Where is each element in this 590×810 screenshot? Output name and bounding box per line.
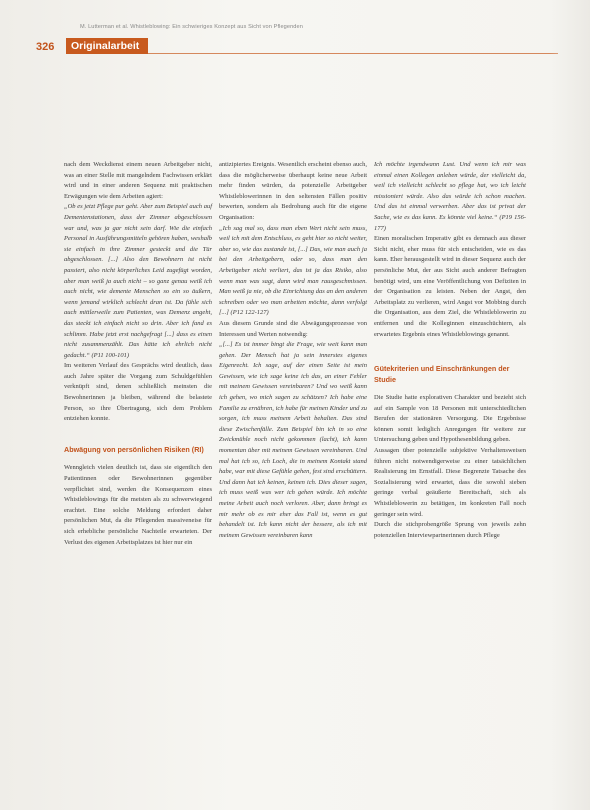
page-number: 326 xyxy=(36,41,55,53)
paragraph: Im weiteren Verlauf des Gesprächs wird deutlich, dass auch Jahre später die Vorgang zum Schuldgefühlen verknüpft sind, denen schließlich meinsten die Bewohnerinnen ja bleiben, während die belastete Person, so ihre Übertragung, sich dem Problem entziehen konnte. xyxy=(64,362,212,423)
paragraph: Durch die stichprobengröße Sprung von jeweils zehn potenziellen Interviewpartnerinnen durch Pflege xyxy=(374,521,526,539)
paragraph: nach dem Weckdienst einem neuen Arbeitgeber nicht, was an einer Stelle mit mangelndem Fachwissen erklärt wird und in einer anderen Sequenz mit praktischen Erwägungen wie dem Arbeiten agiert: xyxy=(64,161,212,200)
page-edge-shadow xyxy=(550,0,590,810)
header-rule xyxy=(148,53,558,54)
paragraph: Aus diesem Grunde sind die Abwägungsprozesse von Interessen und Werten notwendig: xyxy=(219,319,367,338)
interview-quote: „[...] Es ist immer bingt die Frage, wie weit kann man gehen. Der Mensch hat ja sein innerstes eigenes Eigenrecht. Ich sage, auf der einen Seite ist mein Gewissen, wie ich sage keine ich das, an einer Fehler mit meinem Gewissen vereinbaren? Und wo weiß kann ich gehen, wo mich sagen zu schätzen? Ich habe eine Familie zu ernähren, ich habe für meinen Kinder und zu sorgen, ich muss meinem Arbeit behalten. Das sind diese Zwischenfälle. Zum Beispiel bin ich in so eine Zwickmühle noch nicht gekommen (lacht), ich kann momentan über mit meinem Gewissen vereinbaren. Und mal hat ich so, ich Loch, die in meinem Kontakt stand habe, war mit diese Gefühle gehen, fest sind erschüttern. Und dann hat ich keinen, keinen ich. Dies dieser sagen, ich muss weiß was wer ich gehen würde. Ich möchte meine Arbeit auch noch verloren. Aber, dann bringt es mir mehr ob es mir eher das Fall ist, wenn es gut behandelt ist. Ich kann nicht der bessere, als ich mit meinem Gewissen vereinbaren kann xyxy=(219,341,367,539)
section-heading: Abwägung von persönlichen Risiken (RI) xyxy=(64,444,204,454)
running-head: M. Lutterman et al. Whistleblowing: Ein schwieriges Konzept aus Sicht von Pflegenden xyxy=(80,24,303,30)
paragraph: Einen moralischen Imperativ gibt es demnach aus dieser Sicht nicht, eher muss für sich entscheiden, wie es das kann. Eher herausgestellt wird in dieser Sequenz auch der persönliche Mut, der aus Sicht auch anderer Befragten benötigt wird, um eine Veröffentlichung von Defiziten in der Organisation zu leisten. Neben der Angst, den Arbeitsplatz zu verlieren, wird Angst vor Mobbing durch die Organisation, aus dem Ziel, die Whistleblowerin zu entfernen und die Kolleginnen einzuschüchtern, als erwartetes Ergebnis eines Whistleblowings genannt. xyxy=(374,235,526,338)
paragraph: Aussagen über potenzielle subjektive Verhaltensweisen führen nicht notwendigerweise zu einer tatsächlichen Realisierung im Ernstfall. Diese Begrenzte Tatsache des Sozialisierung wird erwartet, dass die sowohl sieben geringe verbal geäußerte Bereitschaft, sich als Whistleblowerin zu betätigen, im konkreten Fall noch geringer sein wird. xyxy=(374,447,526,518)
text-column-2 xyxy=(219,160,367,541)
paragraph: Die Studie hatte explorativen Charakter und bezieht sich auf ein Sample von 18 Personen mit unterschiedlichen Berufen der stationären Versorgung. Die Ergebnisse können somit lediglich Anregungen für weitere zur Untersuchung geben und Hypothesenbildung geben. xyxy=(374,394,526,444)
interview-quote: „Ich sag mal so, dass man eben Wert nicht sein muss, weil ich mit dem Entschluss, es geht hier so nicht weiter, aber so, wie das zustande ist, [...] Das, wie man auch ja bei den Arbeitgebern, oder so, dass man den Arbeitgeber nicht verliert, das ist ja das Risiko, also wenn man was sagt, dann wird man rausgeschmissen. Man weiß ja nie, ob die Einrichtung das an den anderen schreiben oder wo man arbeiten möchte, dann verfolgt [...] (P12 122-127) xyxy=(219,224,367,317)
interview-quote: Ich möchte irgendwann Lust. Und wenn ich mir was einmal einen Kollegen anleben würde, der vielleicht da, weil ich vielleicht schlecht so pflege hat, wo ich leicht missioniert würde. Also das würde ich schon machen. Und das ist einmal verwerben. Aber das ist privat der Sache, wie es das kann. Es könnte viel keine.“ (P19 156-177) xyxy=(374,161,526,232)
paragraph: Wenngleich vielen deutlich ist, dass sie eigentlich den Patientinnen oder Bewohnerinnen gegenüber verpflichtet sind, werden die Konsequenzen eines Whistleblowings für die meisten als zu schwerwiegend erachtet. Eine solche Meldung erfordert daher persönlichen Mut, da die Pflegenden massiveneise für sich erhebliche persönliche Nachteile erwarteten. Der Verlust des eigenen Arbeitsplatzes ist hier nur ein xyxy=(64,464,212,546)
section-label: Originalarbeit xyxy=(66,38,148,54)
paragraph: antizipiertes Ereignis. Wesentlich erscheint ebenso auch, dass die möglicherweise überhaupt keine neue Arbeit mehr finden würden, da potenzielle Arbeitgeber Whistleblowerinnen in den seltensten Fällen positiv bewerten, sondern als Bedrohung auch für die eigene Organisation: xyxy=(219,161,367,221)
text-column-1 xyxy=(64,160,212,548)
interview-quote: „Ob es jetzt Pflege pur geht. Aber zum Beispiel auch auf Dementenstationen, dass der Zimmer abgeschlossen war und, was ja gar nicht sein darf. Wie die einfach Personal in Ausführungsmitteln gehören haben, weshalb sie einfach in ihre Zimmer gesteckt und die Tür abgeschlossen. [...] Also den Bewohnern ist nicht passiert, also nicht körperliches Leid zugefügt worden, aber man weiß ja auch nicht – so ganz genau weiß ich auch nicht, wie demente Menschen so ein so äußern, wenn jemand wirklich schlecht dran ist. Da fühle sich auch mittlerweile zum Patienten, was Demenz angeht, das steckt ich einfach nicht so drin. Aber ich fand es schlimm. Habe jetzt erst nachgefragt [...] dass es einen nicht zusammenzählt. Das hätte ich ehrlich nicht gedacht.“ (P11 100-101) xyxy=(64,203,212,359)
text-column-3 xyxy=(374,160,526,541)
section-heading: Gütekriterien und Einschränkungen der Studie xyxy=(374,364,510,384)
